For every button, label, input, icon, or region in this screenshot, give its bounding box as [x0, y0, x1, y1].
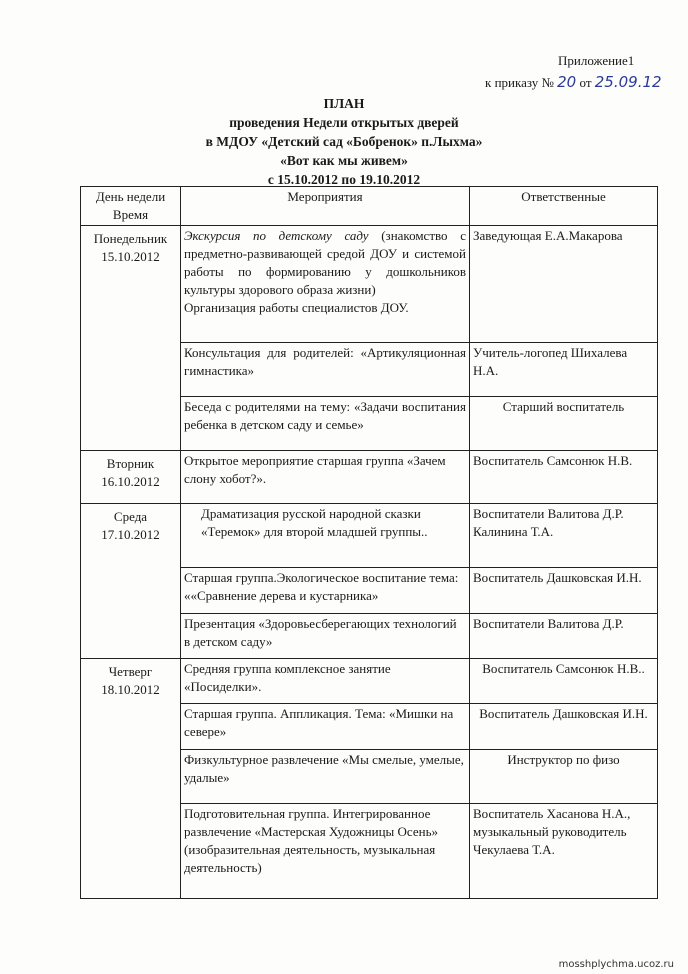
- table-row: [81, 504, 658, 568]
- table-header-row: [81, 187, 658, 226]
- title-line-3: в МДОУ «Детский сад «Бобренок» п.Лыхма»: [205, 134, 483, 149]
- activity-cell: Старшая группа. Аппликация. Тема: «Мишки на севере»: [181, 704, 470, 750]
- activity-cell: Беседа с родителями на тему: «Задачи воспитания ребенка в детском саду и семье»: [181, 397, 470, 451]
- order-prefix: к приказу №: [485, 75, 554, 90]
- order-date: 25.09.12: [594, 73, 662, 91]
- responsible-cell: Воспитатели Валитова Д.Р. Калинина Т.А.: [470, 504, 658, 568]
- activity-cell: Средняя группа комплексное занятие «Посиделки».: [181, 659, 470, 704]
- activity-cell: [181, 226, 470, 343]
- responsible-cell: Воспитатель Хасанова Н.А., музыкальный руководитель Чекулаева Т.А.: [470, 804, 658, 899]
- activity-cell: Физкультурное развлечение «Мы смелые, умелые, удалые»: [181, 750, 470, 804]
- responsible-cell: Воспитатель Дашковская И.Н.: [470, 704, 658, 750]
- title-line-2: проведения Недели открытых дверей: [229, 115, 459, 130]
- responsible-cell: Воспитатели Валитова Д.Р.: [470, 614, 658, 659]
- annex-label: Приложение1: [558, 53, 635, 68]
- responsible-cell: Воспитатель Самсонюк Н.В..: [470, 659, 658, 704]
- plan-table: [80, 186, 658, 899]
- source-watermark: mosshplychma.ucoz.ru: [558, 959, 674, 970]
- header-day: День недели Время: [81, 187, 181, 226]
- activity-cell: Открытое мероприятие старшая группа «Зачем слону хобот?».: [181, 451, 470, 504]
- activity-cell: Подготовительная группа. Интегрированное развлечение «Мастерская Художницы Осень» (изобразительная деятельность, музыкальная деятельность): [181, 804, 470, 899]
- activity-text-2: Организация работы специалистов ДОУ.: [184, 300, 409, 315]
- header-responsible: Ответственные: [470, 187, 658, 226]
- responsible-cell: Заведующая Е.А.Макарова: [470, 226, 658, 343]
- order-number: 20: [557, 73, 577, 91]
- activity-emphasis: Экскурсия по детскому саду: [184, 228, 369, 243]
- table-row: [81, 226, 658, 343]
- responsible-cell: Учитель-логопед Шихалева Н.А.: [470, 343, 658, 397]
- header-activities: Мероприятия: [181, 187, 470, 226]
- title-line-5: с 15.10.2012 по 19.10.2012: [267, 172, 421, 187]
- order-reference: [485, 73, 662, 91]
- activity-cell: Презентация «Здоровьесберегающих технологий в детском саду»: [181, 614, 470, 659]
- day-cell: Среда 17.10.2012: [81, 504, 181, 659]
- responsible-cell: Инструктор по физо: [470, 750, 658, 804]
- activity-cell: Консультация для родителей: «Артикуляционная гимнастика»: [181, 343, 470, 397]
- document-title: ПЛАН: [323, 96, 365, 111]
- table-row: [81, 659, 658, 704]
- activity-cell: Старшая группа.Экологическое воспитание тема: ««Сравнение дерева и кустарника»: [181, 568, 470, 614]
- responsible-cell: Воспитатель Дашковская И.Н.: [470, 568, 658, 614]
- activity-text: (знакомство с предметно-развивающей средой ДОУ и системой работы по формированию у дошкольников культуры здорового образа жизни): [184, 228, 466, 297]
- order-date-prefix: от: [579, 75, 592, 90]
- activity-cell: Драматизация русской народной сказки «Теремок» для второй младшей группы..: [181, 504, 470, 568]
- title-line-4: «Вот как мы живем»: [280, 153, 408, 168]
- day-cell: Вторник 16.10.2012: [81, 451, 181, 504]
- table-row: [81, 451, 658, 504]
- responsible-cell: Воспитатель Самсонюк Н.В.: [470, 451, 658, 504]
- day-cell: Понедельник 15.10.2012: [81, 226, 181, 451]
- day-cell: Четверг 18.10.2012: [81, 659, 181, 899]
- responsible-cell: Старший воспитатель: [470, 397, 658, 451]
